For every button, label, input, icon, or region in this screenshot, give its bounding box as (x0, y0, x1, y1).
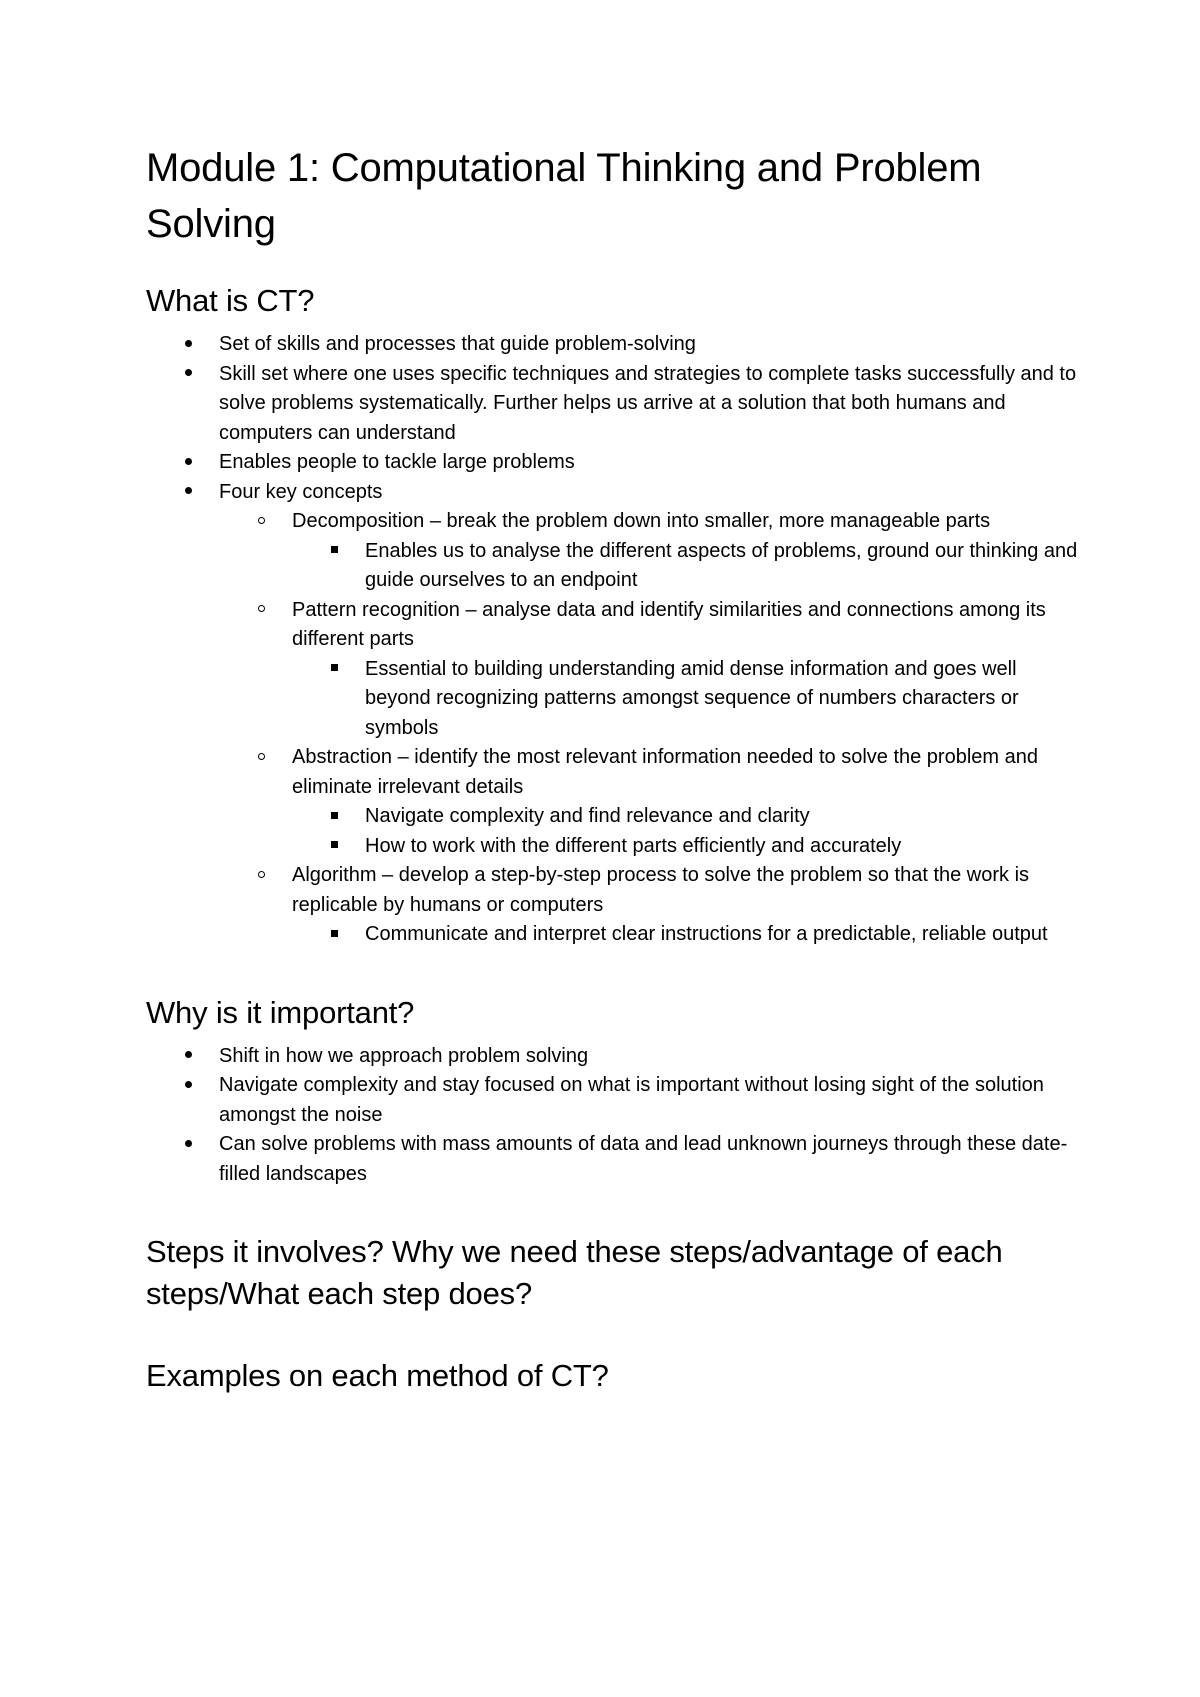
detail-list (292, 802, 1086, 861)
bullet-square-icon (319, 832, 349, 862)
concept-item-pattern-recognition (219, 596, 1086, 744)
section-heading-steps: Steps it involves? Why we need these steps/advantage of each steps/What each step does? (146, 1234, 1003, 1311)
list-item (146, 478, 1086, 950)
concept-text: Pattern recognition – analyse data and identify similarities and connections among its different parts (292, 598, 1046, 650)
list-item (146, 360, 1086, 449)
concept-list (219, 507, 1086, 950)
list-item (146, 1130, 1086, 1189)
spacer (146, 1323, 1086, 1355)
bullet-circle-icon (246, 861, 276, 891)
bullet-circle-icon (246, 596, 276, 626)
detail-list (292, 655, 1086, 744)
bullet-dot-icon (173, 478, 203, 508)
concept-text: Algorithm – develop a step-by-step process to solve the problem so that the work is replicable by humans or computers (292, 864, 1030, 916)
concept-item-abstraction (219, 743, 1086, 861)
detail-item (292, 537, 1086, 596)
concept-text: Abstraction – identify the most relevant information needed to solve the problem and eliminate irrelevant details (292, 746, 1038, 798)
list-item-text: Set of skills and processes that guide problem-solving (219, 333, 696, 355)
list-item-text: Can solve problems with mass amounts of data and lead unknown journeys through these date-filled landscapes (219, 1133, 1068, 1185)
bullet-dot-icon (173, 1071, 203, 1101)
page-title: Module 1: Computational Thinking and Problem Solving (146, 146, 982, 246)
detail-item (292, 802, 1086, 832)
spacer (146, 1189, 1086, 1231)
bullet-circle-icon (246, 743, 276, 773)
list-item-text: Four key concepts (219, 480, 383, 503)
bullet-dot-icon (173, 1130, 203, 1160)
list-item-text: Navigate complexity and stay focused on what is important without losing sight of the solution amongst the noise (219, 1074, 1044, 1126)
section-heading-examples: Examples on each method of CT? (146, 1358, 609, 1393)
bullet-square-icon (319, 537, 349, 567)
document-content (146, 140, 1086, 1405)
list-item-text: Skill set where one uses specific techniques and strategies to complete tasks successfully and to solve problems systematically. Further helps us arrive at a solution that both humans and computers can understand (219, 362, 1077, 444)
section-heading-what-is-ct: What is CT? (146, 283, 315, 318)
bullet-square-icon (319, 655, 349, 685)
detail-list (292, 537, 1086, 596)
bullet-list (146, 1042, 1086, 1190)
list-item (146, 1071, 1086, 1130)
detail-item (292, 920, 1086, 950)
concept-text: Decomposition – break the problem down into smaller, more manageable parts (292, 510, 991, 532)
detail-item (292, 832, 1086, 862)
list-item-text: Enables people to tackle large problems (219, 451, 575, 473)
detail-text: Enables us to analyse the different aspects of problems, ground our thinking and guide ourselves to an endpoint (365, 539, 1078, 591)
spacer (146, 950, 1086, 992)
detail-item (292, 655, 1086, 744)
list-item (146, 1042, 1086, 1072)
bullet-square-icon (319, 920, 349, 950)
bullet-dot-icon (173, 1042, 203, 1072)
list-item-text: Shift in how we approach problem solving (219, 1044, 589, 1067)
bullet-circle-icon (246, 507, 276, 537)
bullet-dot-icon (173, 448, 203, 478)
detail-text: Essential to building understanding amid dense information and goes well beyond recognizing patterns amongst sequence of numbers characters or symbols (365, 657, 1019, 739)
bullet-dot-icon (173, 330, 203, 360)
bullet-list (146, 330, 1086, 950)
bullet-square-icon (319, 802, 349, 832)
concept-item-algorithm (219, 861, 1086, 950)
concept-item-decomposition (219, 507, 1086, 596)
list-item (146, 448, 1086, 478)
detail-text: How to work with the different parts efficiently and accurately (365, 834, 902, 857)
bullet-dot-icon (173, 360, 203, 390)
detail-text: Navigate complexity and find relevance and clarity (365, 805, 810, 827)
list-item (146, 330, 1086, 360)
detail-text: Communicate and interpret clear instructions for a predictable, reliable output (365, 923, 1048, 945)
section-heading-why-important: Why is it important? (146, 994, 415, 1030)
detail-list (292, 920, 1086, 950)
